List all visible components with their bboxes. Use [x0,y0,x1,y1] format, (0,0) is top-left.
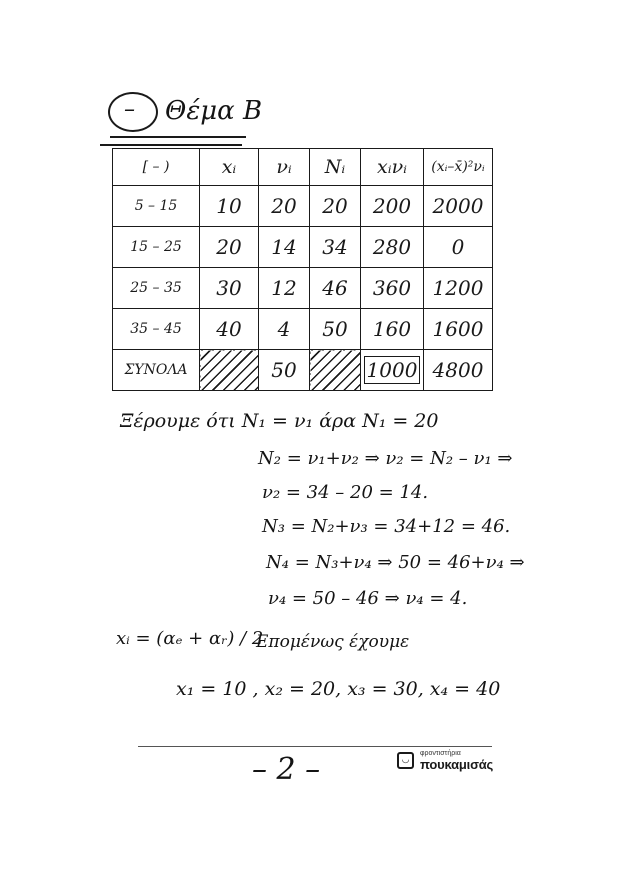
cell-total-nu: 50 [259,350,310,391]
header-sq: (xᵢ–x̄)²νᵢ [424,149,493,186]
work-line-5: N₄ = N₃+ν₄ ⇒ 50 = 46+ν₄ ⇒ [266,552,525,573]
cell-class: 5 – 15 [113,186,200,227]
cell-nu: 12 [259,268,310,309]
hatched-cell [310,350,361,391]
table-row [113,268,493,309]
page-number: – 2 – [252,752,321,787]
cell-x: 20 [200,227,259,268]
cell-N: 34 [310,227,361,268]
cell-N: 46 [310,268,361,309]
cell-N: 20 [310,186,361,227]
title-circle-mark: – [124,97,135,122]
cell-nu: 14 [259,227,310,268]
cell-x: 10 [200,186,259,227]
cell-class: 25 – 35 [113,268,200,309]
header-x: xᵢ [200,149,259,186]
boxed-total-xnu: 1000 [364,356,421,384]
cell-nu: 4 [259,309,310,350]
hatched-cell [200,350,259,391]
table-row [113,309,493,350]
cell-nu: 20 [259,186,310,227]
cell-sq: 1600 [424,309,493,350]
brand-small-text: φροντιστήρια [420,750,461,757]
work-line-2: N₂ = ν₁+ν₂ ⇒ ν₂ = N₂ – ν₁ ⇒ [258,448,513,469]
frequency-table [112,148,493,391]
title-underline-2 [100,144,242,146]
header-N: Nᵢ [310,149,361,186]
cell-x: 30 [200,268,259,309]
work-line-7: x₁ = 10 , x₂ = 20, x₃ = 30, x₄ = 40 [176,678,501,700]
title-underline [110,136,246,138]
cell-total-sq: 4800 [424,350,493,391]
cell-sq: 1200 [424,268,493,309]
work-line-1: Ξέρουμε ότι N₁ = ν₁ άρα N₁ = 20 [120,410,439,432]
table-row [113,186,493,227]
cell-N: 50 [310,309,361,350]
smile-logo-icon: ◡ [397,752,414,769]
header-nu: νᵢ [259,149,310,186]
table-row [113,227,493,268]
cell-xnu: 200 [361,186,424,227]
cell-x: 40 [200,309,259,350]
work-line-3: ν₂ = 34 – 20 = 14. [262,482,429,503]
table-header-row [113,149,493,186]
header-xnu: xᵢνᵢ [361,149,424,186]
cell-class: 15 – 25 [113,227,200,268]
cell-total-xnu [361,350,424,391]
work-line-6: ν₄ = 50 – 46 ⇒ ν₄ = 4. [268,588,468,609]
brand-name: πουκαμισάς [420,757,494,772]
cell-total-label: ΣΥΝΟΛΑ [113,350,200,391]
cell-xnu: 360 [361,268,424,309]
work-line-4: N₃ = N₂+ν₃ = 34+12 = 46. [262,516,511,537]
formula-tail: Επομένως έχουμε [256,632,410,652]
cell-sq: 2000 [424,186,493,227]
header-class: [ – ) [113,149,200,186]
page-title: Θέμα Β [165,96,263,126]
formula-midpoint: xᵢ = (αₑ + αᵣ) / 2 [116,628,264,649]
table-total-row [113,350,493,391]
cell-class: 35 – 45 [113,309,200,350]
cell-xnu: 160 [361,309,424,350]
cell-xnu: 280 [361,227,424,268]
footer-rule [138,746,492,747]
cell-sq: 0 [424,227,493,268]
